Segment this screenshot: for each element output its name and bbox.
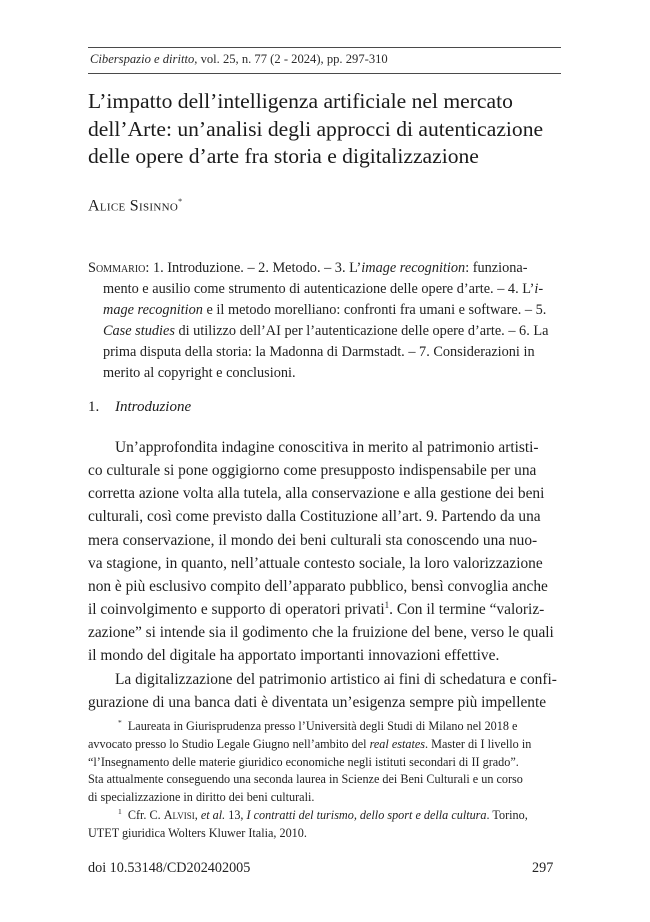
section-heading [88, 399, 191, 416]
footnote-italic: I contratti del turismo, dello sport e della cultura [246, 807, 487, 822]
footnote-line: UTET giuridica Wolters Kluwer Italia, 2010. [88, 825, 307, 840]
footnote-line [88, 718, 566, 736]
footnote-text: . Torino, [486, 807, 528, 822]
summary-text: e il metodo morelliano: confronti fra umani e software. – 5. [202, 302, 547, 318]
author-name-text: Alice Sisinno [88, 197, 179, 215]
header-rule-bottom [88, 73, 561, 74]
body-line: non è più esclusivo compito dell’apparato pubblico, bensì convoglia anche [88, 577, 548, 595]
summary-label: Sommario: [88, 260, 150, 276]
summary-text: di utilizzo dell’AI per l’autenticazione delle opere d’arte. – 6. La [174, 323, 549, 339]
journal-citation [90, 52, 388, 67]
summary-italic: Case studies [103, 323, 175, 339]
summary-text: 1. Introduzione. – 2. Metodo. – 3. L’ [149, 260, 362, 276]
footnote-ref-1[interactable]: 1 [384, 599, 390, 610]
author-footnote-marker: * [178, 197, 183, 206]
summary-line [88, 279, 566, 300]
body-line: mera conservazione, il mondo dei beni culturali sta conoscendo una nuo- [88, 531, 538, 549]
body-line: zazione” si intende sia il godimento che la fruizione del bene, verso le quali [88, 624, 554, 642]
summary-italic: image recognition [361, 260, 466, 276]
footnote-text: avvocato presso lo Studio Legale Giugno nell’ambito del [88, 736, 370, 751]
body-line: La digitalizzazione del patrimonio artistico ai fini di schedatura e confi- [115, 670, 557, 688]
title-line: delle opere d’arte fra storia e digitalizzazione [88, 144, 479, 168]
journal-issue: , vol. 25, n. 77 (2 - 2024), pp. 297-310 [194, 52, 388, 66]
body-text [88, 436, 566, 714]
footnote-line: di specializzazione in diritto dei beni culturali. [88, 790, 315, 805]
body-line: gurazione di una banca dati è diventata un’esigenza sempre più impellente [88, 693, 547, 711]
body-line: co culturale si pone oggigiorno come presupposto indispensabile per una [88, 462, 537, 480]
footnote-text: . Master di I livello in [425, 736, 532, 751]
title-line: dell’Arte: un’analisi degli approcci di autenticazione [88, 116, 544, 141]
body-text-run: il coinvolgimento e supporto di operatori privati [88, 601, 385, 619]
journal-name: Ciberspazio e diritto [90, 52, 195, 66]
article-title [88, 88, 568, 171]
summary-italic: mage recognition [103, 302, 203, 318]
summary-block [88, 258, 566, 384]
body-line: culturali, così come previsto dalla Costituzione all’art. 9. Partendo da una [88, 508, 541, 526]
body-text-run: . Con il termine “valoriz- [389, 601, 545, 619]
body-line: Un’approfondita indagine conoscitiva in merito al patrimonio artisti- [115, 439, 539, 456]
author-name [88, 197, 182, 215]
doi[interactable]: doi 10.53148/CD202402005 [88, 860, 251, 876]
summary-text: : funziona- [465, 260, 528, 276]
footnote-author: Alvisi [163, 807, 195, 822]
body-line [88, 598, 566, 621]
footnote-text: , [194, 807, 201, 822]
summary-text: mento e ausilio come strumento di autenticazione delle opere d’arte. – 4. L’ [103, 281, 535, 297]
footnote-line [88, 807, 566, 825]
footnote-marker: 1 [118, 806, 122, 816]
footnote-text: Laureata in Giurisprudenza presso l’Università degli Studi di Milano nel 2018 e [127, 719, 518, 733]
summary-line [88, 300, 566, 321]
title-line: L’impatto dell’intelligenza artificiale nel mercato [88, 89, 513, 113]
summary-line [88, 258, 566, 279]
footnote-marker: * [118, 717, 122, 727]
body-line: il mondo del digitale ha apportato importanti innovazioni effettive. [88, 647, 500, 665]
page-number: 297 [532, 860, 554, 876]
footnote-italic: et al. [200, 807, 226, 822]
summary-line: merito al copyright e conclusioni. [103, 365, 296, 381]
section-title: Introduzione [115, 399, 192, 415]
section-number: 1. [88, 399, 100, 415]
footnote-line: “l’Insegnamento delle materie giuridico economiche negli istituti secondari di II grado”. [88, 754, 519, 769]
footnote-line: Sta attualmente conseguendo una seconda laurea in Scienze dei Beni Culturali e un corso [88, 772, 523, 787]
footnotes [88, 718, 566, 843]
summary-italic: i- [534, 281, 544, 297]
footnote-line [88, 736, 566, 754]
body-line: corretta azione volta alla tutela, alla conservazione e alla gestione dei beni [88, 485, 545, 503]
body-line: va stagione, in quanto, nell’attuale contesto sociale, la loro valorizzazione [88, 554, 543, 572]
summary-line: prima disputa della storia: la Madonna di Darmstadt. – 7. Considerazioni in [103, 344, 535, 360]
footnote-text: 13, [225, 807, 247, 822]
header-rule-top [88, 47, 561, 48]
footnote-text: Cfr. C. [127, 807, 164, 822]
footnote-italic: real estates [369, 736, 426, 751]
summary-line [88, 321, 566, 342]
